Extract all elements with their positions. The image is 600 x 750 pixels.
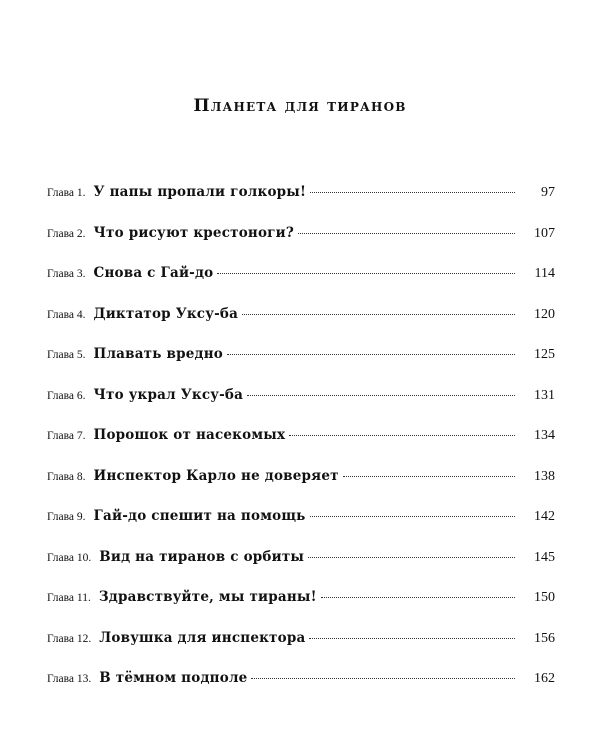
chapter-title: Инспектор Карло не доверяет — [93, 467, 339, 484]
chapter-label: Глава 13. — [47, 673, 92, 685]
chapter-title: Плавать вредно — [93, 346, 223, 362]
toc-entry[interactable] — [47, 589, 555, 630]
dot-leader — [251, 678, 515, 679]
chapter-label: Глава 4. — [47, 308, 86, 321]
page-number: 131 — [534, 387, 555, 403]
dot-leader — [321, 597, 515, 598]
chapter-label: Глава 3. — [47, 268, 86, 280]
chapter-title: Ловушка для инспектора — [99, 629, 306, 646]
page-number: 150 — [534, 590, 555, 605]
chapter-title: Что украл Уксу-ба — [93, 386, 244, 403]
toc-entry[interactable] — [47, 225, 555, 266]
dot-leader — [247, 395, 515, 396]
table-of-contents — [47, 184, 555, 711]
chapter-title: Порошок от насекомых — [93, 427, 286, 443]
toc-entry[interactable] — [47, 468, 555, 509]
chapter-label: Глава 7. — [47, 430, 86, 442]
page-number: 125 — [534, 347, 555, 362]
dot-leader — [343, 476, 515, 477]
toc-entry[interactable] — [47, 549, 555, 590]
page-number: 138 — [534, 468, 555, 484]
toc-entry[interactable] — [47, 630, 555, 671]
page-number: 114 — [534, 266, 555, 281]
toc-entry[interactable] — [47, 306, 555, 347]
section-title: Планета для тиранов — [193, 96, 407, 116]
page-number: 134 — [534, 428, 555, 443]
page-number: 120 — [534, 306, 555, 322]
chapter-title: Диктатор Уксу-ба — [93, 305, 239, 322]
page-number: 145 — [534, 549, 555, 565]
toc-entry[interactable] — [47, 387, 555, 428]
page-number: 162 — [534, 671, 555, 686]
dot-leader — [308, 557, 515, 558]
chapter-label: Глава 10. — [47, 551, 92, 564]
chapter-label: Глава 11. — [47, 592, 91, 604]
chapter-title: Гай-до спешит на помощь — [93, 508, 306, 524]
page-number: 156 — [534, 630, 555, 646]
dot-leader — [310, 516, 516, 517]
dot-leader — [309, 638, 515, 639]
toc-entry[interactable] — [47, 184, 555, 225]
chapter-title: Здравствуйте, мы тираны! — [98, 589, 317, 605]
chapter-label: Глава 5. — [47, 349, 86, 361]
toc-entry[interactable] — [47, 346, 555, 387]
chapter-title: В тёмном подполе — [99, 670, 248, 686]
chapter-label: Глава 12. — [47, 632, 92, 645]
chapter-label: Глава 8. — [47, 470, 86, 483]
dot-leader — [310, 192, 515, 193]
toc-entry[interactable] — [47, 265, 555, 306]
chapter-title: Вид на тиранов с орбиты — [99, 548, 305, 565]
dot-leader — [242, 314, 515, 315]
page-number: 107 — [534, 225, 555, 241]
dot-leader — [217, 273, 515, 274]
page-number: 142 — [534, 509, 555, 524]
dot-leader — [298, 233, 515, 234]
toc-entry[interactable] — [47, 670, 555, 711]
chapter-label: Глава 1. — [47, 187, 86, 199]
chapter-label: Глава 6. — [47, 389, 86, 402]
toc-entry[interactable] — [47, 508, 555, 549]
chapter-title: Снова с Гай-до — [93, 265, 214, 281]
chapter-label: Глава 2. — [47, 227, 86, 240]
toc-entry[interactable] — [47, 427, 555, 468]
dot-leader — [227, 354, 515, 355]
chapter-title: У папы пропали голкоры! — [93, 184, 307, 200]
chapter-label: Глава 9. — [47, 511, 86, 523]
dot-leader — [289, 435, 515, 436]
chapter-title: Что рисуют крестоноги? — [93, 224, 294, 241]
page-number: 97 — [541, 185, 555, 200]
